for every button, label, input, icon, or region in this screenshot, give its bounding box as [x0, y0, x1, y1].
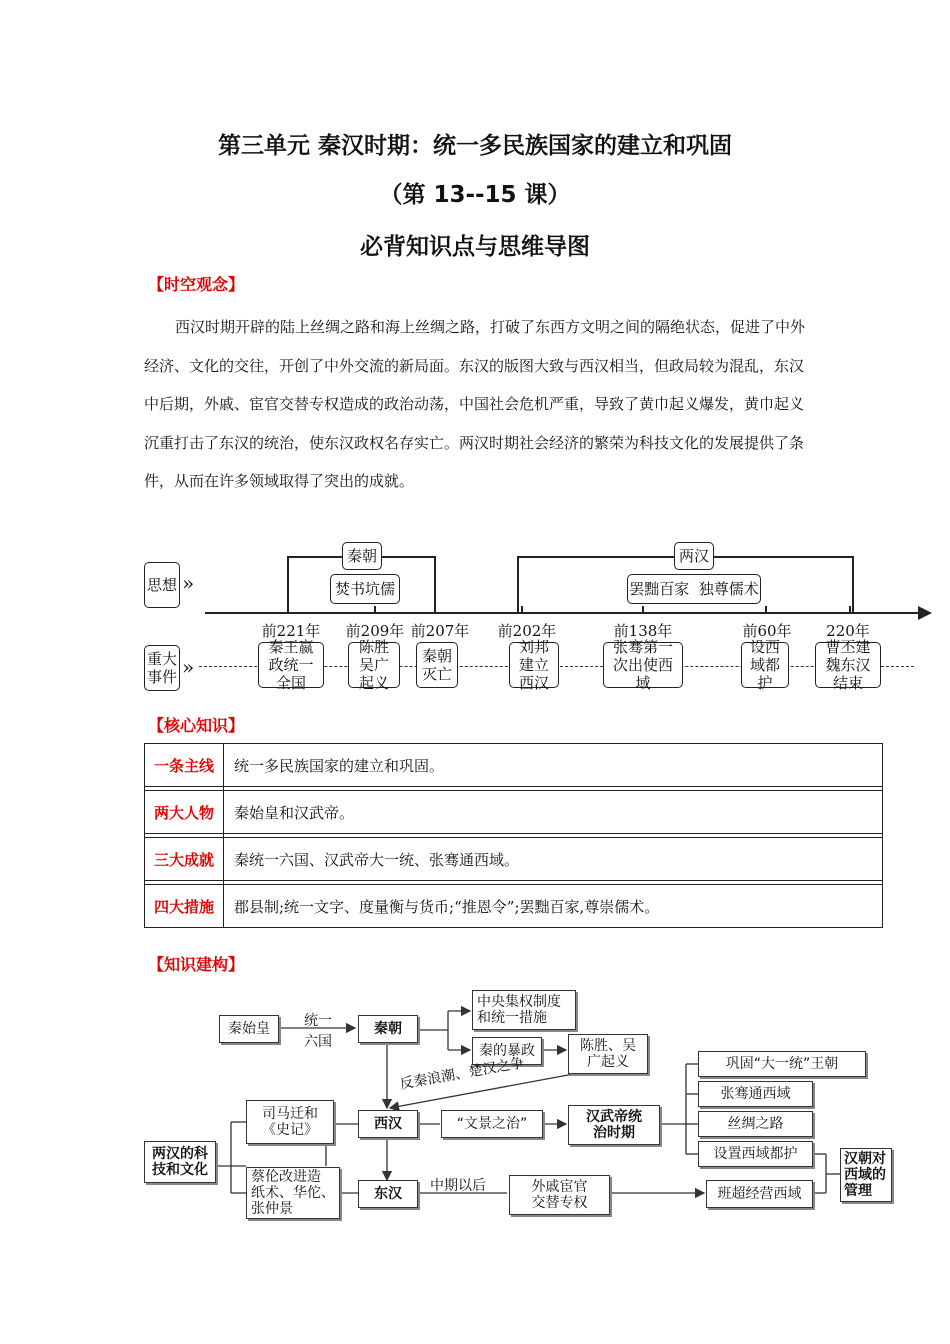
node-central-line2: 和统一措施: [477, 1010, 547, 1026]
core-key: 两大人物: [145, 791, 224, 834]
node-wudi: [568, 1105, 660, 1145]
section-spacetime: 【时空观念】: [148, 275, 245, 294]
year-label: 前138年: [613, 622, 673, 640]
han-label: 两汉: [674, 542, 714, 570]
year-label: 前202年: [497, 622, 557, 640]
core-value: 秦统一六国、汉武帝大一统、张骞通西域。: [224, 838, 882, 881]
qin-thought: 焚书坑儒: [330, 574, 400, 604]
year-label: 前207年: [410, 622, 470, 640]
node-qin: 秦朝: [358, 1015, 418, 1043]
page-title: 第三单元 秦汉时期：统一多民族国家的建立和巩固: [217, 133, 732, 159]
node-manage: [840, 1148, 892, 1202]
node-wudi-line1: 汉武帝统: [586, 1109, 642, 1125]
spacetime-paragraph: 西汉时期开辟的陆上丝绸之路和海上丝绸之路，打破了东西方文明之间的隔绝状态，促进了中外经济、文化的交往，开创了中外交流的新局面。东汉的版图大致与西汉相当，但政局较为混乱，东汉中后期，外戚、宦官交替专权造成的政治动荡，中国社会危机严重，导致了黄巾起义爆发，黄巾起义沉重打击了东汉的统治，使东汉政权名存实亡。两汉时期社会经济的繁荣为科技文化的发展提供了条件，从而在许多领域取得了突出的成就。: [144, 318, 806, 491]
node-donghan: 东汉: [358, 1180, 418, 1208]
node-manage-line3: 管理: [844, 1183, 872, 1199]
lesson-range: （第 13--15 课）: [379, 182, 571, 208]
node-culture-line2: 技和文化: [152, 1162, 208, 1178]
core-key: 四大措施: [145, 885, 224, 927]
node-manage-line2: 西域的: [844, 1167, 886, 1183]
node-sima-line2: 《史记》: [262, 1122, 318, 1138]
node-chensheng: [568, 1034, 648, 1074]
node-waiqi-line1: 外戚宦官: [531, 1179, 588, 1195]
node-caifu: [246, 1167, 340, 1219]
event-box: 曹丕建魏东汉结束: [815, 642, 881, 688]
event-box: 秦王嬴政统一全国: [258, 642, 324, 688]
node-gonggu: 巩固“大一统”王朝: [698, 1051, 866, 1077]
event-box: 刘邦建立西汉: [509, 642, 559, 688]
core-key: 一条主线: [145, 744, 224, 787]
node-chensheng-line2: 广起义: [587, 1054, 629, 1070]
label-unify-2: 六国: [304, 1034, 332, 1050]
han-thought: 罢黜百家 独尊儒术: [627, 574, 761, 604]
node-zhangqian: 张骞通西域: [698, 1081, 813, 1107]
node-culture: [144, 1141, 216, 1183]
section-structure: 【知识建构】: [148, 955, 245, 974]
node-duhu: 设置西域都护: [698, 1141, 813, 1167]
node-caifu-line3: 张仲景: [251, 1201, 293, 1217]
core-value: 统一多民族国家的建立和巩固。: [224, 744, 882, 787]
node-banchao: 班超经营西域: [706, 1180, 813, 1208]
event-box: 秦朝灭亡: [416, 642, 458, 688]
node-chensheng-line1: 陈胜、吴: [580, 1038, 636, 1054]
label-midlater: 中期以后: [430, 1178, 486, 1194]
event-arrow-mark: »: [182, 655, 195, 679]
event-box: 张骞第一次出使西域: [603, 642, 683, 688]
node-waiqi: [509, 1175, 610, 1215]
node-manage-line1: 汉朝对: [844, 1151, 886, 1167]
node-xihan: 西汉: [358, 1110, 418, 1138]
node-waiqi-line2: 交替专权: [531, 1195, 588, 1211]
core-key: 三大成就: [145, 838, 224, 881]
year-label: 前209年: [345, 622, 405, 640]
core-value: 郡县制;统一文字、度量衡与货币;“推恩令”;罢黜百家,尊崇儒术。: [234, 897, 660, 916]
node-sima-line1: 司马迁和: [262, 1106, 318, 1122]
core-value: 秦始皇和汉武帝。: [224, 791, 882, 834]
year-label: 前60年: [742, 622, 792, 640]
thought-label: 思想: [144, 562, 180, 608]
event-box: 陈胜吴广起义: [348, 642, 400, 688]
year-label: 220年: [826, 622, 870, 640]
node-culture-line1: 两汉的科: [152, 1146, 208, 1162]
node-central-line1: 中央集权制度: [477, 994, 561, 1010]
qin-label: 秦朝: [342, 542, 382, 570]
thought-arrow-mark: »: [182, 571, 195, 595]
node-caifu-line1: 蔡伦改进造: [251, 1169, 321, 1185]
node-wenjing: “文景之治”: [441, 1110, 543, 1138]
event-box: 设西域都护: [741, 642, 789, 688]
label-unify-1: 统一: [304, 1013, 332, 1029]
node-sima: [246, 1100, 334, 1144]
label-anti-qin: 反秦浪潮、楚汉之争: [398, 1055, 526, 1093]
node-qinshihuang: 秦始皇: [219, 1015, 279, 1043]
node-silk: 丝绸之路: [698, 1111, 813, 1137]
event-label: 重大事件: [144, 645, 180, 691]
subtitle: 必背知识点与思维导图: [360, 234, 590, 260]
node-central: [472, 990, 576, 1030]
node-wudi-line2: 治时期: [593, 1125, 635, 1141]
year-label: 前221年: [261, 622, 321, 640]
section-core: 【核心知识】: [148, 716, 245, 735]
node-caifu-line2: 纸术、华佗、: [251, 1185, 335, 1201]
node-tyranny: 秦的暴政: [472, 1037, 542, 1065]
